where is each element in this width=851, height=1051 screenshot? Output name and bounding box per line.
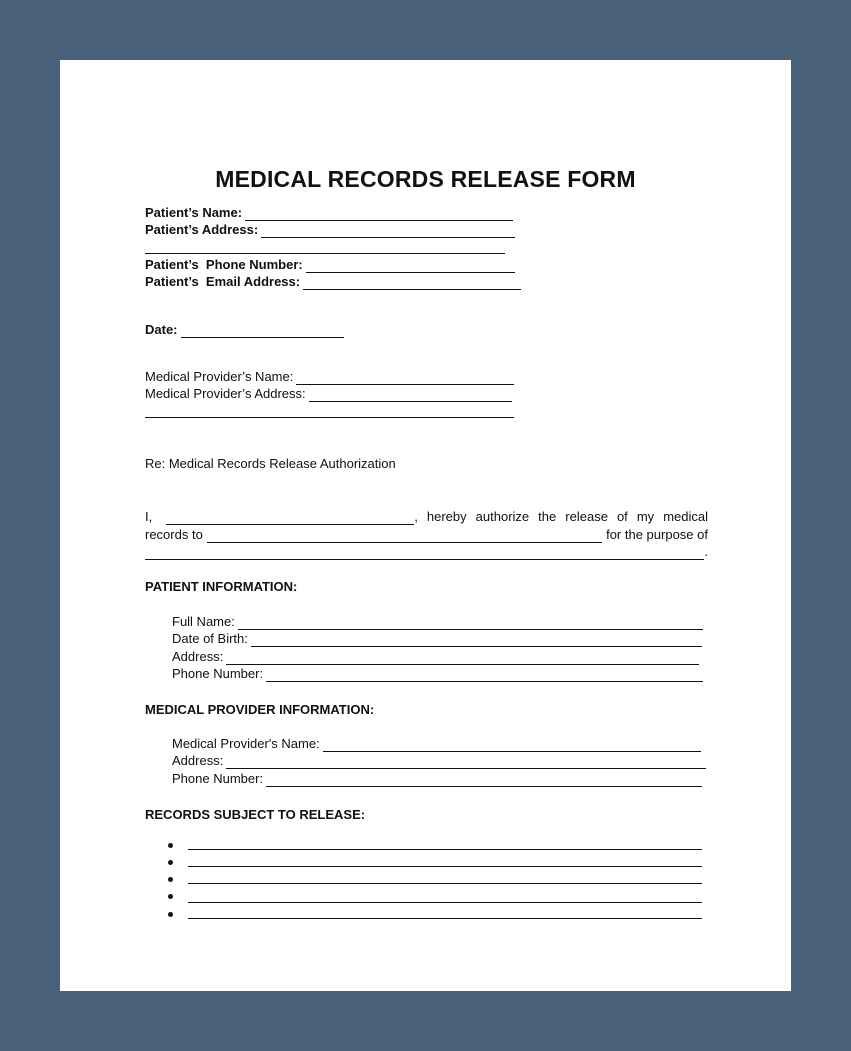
- provider-address-line-2[interactable]: [145, 417, 514, 418]
- bullet-dot: [168, 912, 173, 917]
- pi-address-label: Address:: [172, 649, 224, 664]
- records-bullet-3: [168, 872, 173, 886]
- records-bullet-1: [168, 838, 173, 852]
- date-label: Date:: [145, 322, 178, 337]
- pi-phone-label: Phone Number:: [172, 666, 264, 681]
- bullet-dot: [168, 860, 173, 865]
- auth-i-text: I,: [145, 509, 153, 524]
- form-title: MEDICAL RECORDS RELEASE FORM: [215, 166, 636, 192]
- pi-dob-line[interactable]: [251, 634, 702, 647]
- mp-phone-label: Phone Number:: [172, 771, 264, 786]
- pi-phone-field[interactable]: [172, 666, 703, 682]
- records-line-1[interactable]: [188, 849, 702, 850]
- records-line-4[interactable]: [188, 902, 702, 903]
- patient-address-field[interactable]: [145, 222, 515, 238]
- provider-name-line[interactable]: [296, 372, 514, 385]
- mp-phone-field[interactable]: [172, 771, 702, 787]
- pi-phone-line[interactable]: [266, 669, 703, 682]
- pi-full-name-field[interactable]: [172, 614, 703, 630]
- patient-name-line[interactable]: [245, 208, 513, 221]
- provider-address-line[interactable]: [309, 389, 512, 402]
- auth-after-name-text: [414, 509, 708, 525]
- pi-full-name-label: Full Name:: [172, 614, 235, 629]
- form-page: [60, 60, 791, 991]
- pi-full-name-line[interactable]: [238, 617, 703, 630]
- provider-name-label: Medical Provider’s Name:: [145, 369, 294, 384]
- purpose-line[interactable]: [145, 547, 704, 560]
- records-bullet-4: [168, 889, 173, 903]
- mp-phone-line[interactable]: [266, 774, 702, 787]
- auth-end-text: .: [704, 544, 708, 559]
- provider-info-heading: MEDICAL PROVIDER INFORMATION:: [145, 702, 375, 717]
- date-field[interactable]: [145, 322, 344, 338]
- provider-name-field[interactable]: [145, 369, 514, 385]
- auth-after-name-words: , hereby authorize the release of my medical: [414, 509, 708, 524]
- re-line: Re: Medical Records Release Authorization: [145, 456, 396, 471]
- mp-name-line[interactable]: [323, 739, 701, 752]
- auth-records-to-text: records to: [145, 527, 203, 542]
- patient-phone-label: Patient’s Phone Number:: [145, 257, 303, 272]
- pi-dob-field[interactable]: [172, 631, 702, 647]
- authorization-line-2: [145, 527, 708, 543]
- bullet-dot: [168, 843, 173, 848]
- authorization-line-3: [145, 544, 708, 560]
- patient-email-field[interactable]: [145, 274, 521, 290]
- pi-dob-label: Date of Birth:: [172, 631, 248, 646]
- patient-name-field[interactable]: [145, 205, 513, 221]
- patient-email-label: Patient’s Email Address:: [145, 274, 301, 289]
- provider-address-label: Medical Provider’s Address:: [145, 386, 306, 401]
- patient-info-heading: PATIENT INFORMATION:: [145, 579, 298, 594]
- records-bullet-5: [168, 907, 173, 921]
- records-recipient-line[interactable]: [207, 530, 602, 543]
- mp-address-line[interactable]: [226, 756, 706, 769]
- mp-address-label: Address:: [172, 753, 224, 768]
- patient-address-line-2[interactable]: [145, 253, 505, 254]
- patient-email-line[interactable]: [303, 277, 521, 290]
- bullet-dot: [168, 894, 173, 899]
- date-line[interactable]: [181, 325, 344, 338]
- provider-address-field[interactable]: [145, 386, 512, 402]
- patient-name-label: Patient’s Name:: [145, 205, 243, 220]
- patient-phone-line[interactable]: [306, 260, 515, 273]
- authorizer-name-line[interactable]: [166, 512, 414, 525]
- mp-name-label: Medical Provider's Name:: [172, 736, 320, 751]
- authorization-line-1: [145, 509, 708, 525]
- records-heading: RECORDS SUBJECT TO RELEASE:: [145, 807, 366, 822]
- mp-name-field[interactable]: [172, 736, 701, 752]
- auth-purpose-text: for the purpose of: [606, 527, 708, 542]
- patient-phone-field[interactable]: [145, 257, 515, 273]
- mp-address-field[interactable]: [172, 753, 706, 769]
- pi-address-line[interactable]: [226, 652, 699, 665]
- records-line-5[interactable]: [188, 918, 702, 919]
- pi-address-field[interactable]: [172, 649, 699, 665]
- records-bullet-2: [168, 855, 173, 869]
- records-line-3[interactable]: [188, 883, 702, 884]
- patient-address-label: Patient’s Address:: [145, 222, 259, 237]
- patient-address-line[interactable]: [261, 225, 515, 238]
- records-line-2[interactable]: [188, 866, 702, 867]
- bullet-dot: [168, 877, 173, 882]
